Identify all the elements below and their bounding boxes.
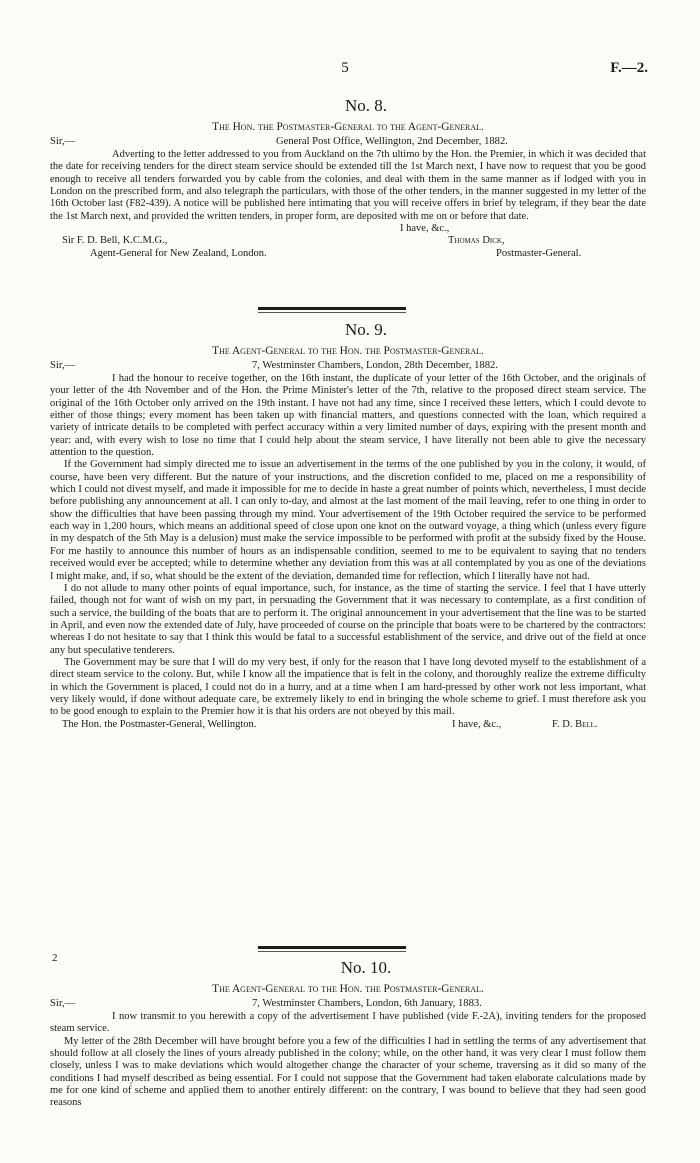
letter-no-10 — [50, 958, 646, 1110]
letter-route: The Agent-General to the Hon. the Postmaster-General. — [212, 345, 484, 357]
sender-address: General Post Office, Wellington, 2nd December, 1882. — [276, 136, 508, 147]
sender-address: 7, Westminster Chambers, London, 28th December, 1882. — [252, 360, 498, 371]
closing: I have, &c., — [400, 223, 450, 235]
closing: I have, &c., — [452, 718, 502, 730]
sender-address: 7, Westminster Chambers, London, 6th January, 1883. — [252, 998, 482, 1009]
letter-no-9 — [50, 320, 646, 731]
recipient-title: Agent-General for New Zealand, London. — [90, 247, 267, 259]
salutation-line — [50, 359, 646, 373]
section-divider — [258, 946, 406, 949]
letter-route: The Hon. the Postmaster-General to the Agent-General. — [212, 121, 484, 133]
paragraph: I had the honour to receive together, on the 16th instant, the duplicate of your letter of the 16th October, and the originals of your letter of the 4th November and of the Hon. the Prime Minister's letter of the 7th, relative to the proposed direct steam service. The original of the 16th October only arrived on the 19th instant. I have not had any time, since I received these letters, which I could devote to either of those things; every moment has been taken up with financial matters, and questions connected with the loan, which required a variety of intricate details to be completed with perfect accuracy within a very limited number of days, expiring with the present month and year: and, with every wish to lose no time that I could help about the steam service, I have literally not been able to give the necessary attention to the question. — [50, 373, 646, 459]
signer-title: Postmaster-General. — [496, 247, 582, 259]
section-divider — [258, 307, 406, 310]
letter-body — [50, 149, 646, 223]
document-code: F.—2. — [610, 60, 648, 76]
recipient-name: Sir F. D. Bell, K.C.M.G., — [62, 235, 168, 247]
paragraph: Adverting to the letter addressed to you from Auckland on the 7th ultimo by the Hon. the Premier, in which it was decided that the date for receiving tenders for the direct steam service should be extended till the 1st March next, I have now to request that you be good enough to receive all tenders forwarded you by cable from the colonies, and deal with them in the same manner as if lodged with you in London on the prescribed form, and also telegraph the particulars, with those of the other tenders, in the manner suggested in my letter of the 16th October last (F82-439). A notice will be published here intimating that you will receive offers in brief by telegram, if they bear the date the 1st March next, and provided the written tenders, in proper form, are deposited with me on or before that date. — [50, 149, 646, 222]
salutation-line — [50, 997, 646, 1011]
signer-name: F. D. Bell. — [552, 718, 598, 730]
letter-number: No. 9. — [344, 320, 388, 339]
paragraph: I now transmit to you herewith a copy of the advertisement I have published (vide F.-2A), inviting tenders for the proposed steam service. — [50, 1011, 646, 1035]
paragraph: I do not allude to many other points of equal importance, such, for instance, as the time of starting the service. I feel that I have utterly failed, though not for want of wish on my part, in persuading the Government that it was necessary to contemplate, as a first condition of such a service, the building of the boats that are to perform it. The original announcement in your advertisement that the line was to be started in April, and even now the extended date of July, have proceeded of course on the principle that boats were to be chartered by the contractors: whereas I do not hesitate to say that I think this would be fatal to a successful establishment of the service, and drive out of the field at once any but speculative tenderers. — [50, 582, 646, 656]
paragraph: My letter of the 28th December will have brought before you a few of the difficulties I had in settling the terms of any advertisement that should follow at all closely the lines of yours already published in the colony; while, on the other hand, it was very clear I must follow them closely, unless I was to make deviations which would altogether change the character of your scheme, traversing as it did so many of the conditions I had myself described as being essential. For I could not suppose that the Government had taken elaborate calculations made by me for one kind of scheme and applied them to another entirely different: on the contrary, I was bound to believe that they had seen good reasons — [50, 1035, 646, 1109]
letter-number: No. 10. — [340, 958, 392, 977]
recipient-name: The Hon. the Postmaster-General, Wellington. — [62, 718, 257, 730]
page-header — [0, 60, 700, 80]
salutation: Sir,— — [50, 998, 76, 1009]
paragraph: The Government may be sure that I will do my very best, if only for the reason that I have long devoted myself to the establishment of a direct steam service to the colony. But, while I know all the impatience that is felt in the colony, and thoroughly realize the extreme difficulty in which the Government is placed, I could not do in a hurry, and at a time when I am hard-pressed by other work not less important, what very likely would, if done without adequate care, be extremely likely to end in bringing the whole scheme to grief. I must therefore ask you to be good enough to explain to the Premier how it is that his orders are not obeyed by this mail. — [50, 656, 646, 718]
salutation-line — [50, 135, 646, 149]
page-number: 5 — [341, 60, 349, 76]
letter-no-8 — [50, 96, 646, 260]
signature-block — [50, 719, 646, 731]
letter-number: No. 8. — [344, 96, 388, 115]
signature-block — [50, 223, 646, 260]
letter-route: The Agent-General to the Hon. the Postmaster-General. — [212, 983, 484, 995]
margin-mark: 2 — [52, 952, 58, 964]
signer-name: Thomas Dick, — [448, 235, 505, 247]
salutation: Sir,— — [50, 136, 76, 147]
salutation: Sir,— — [50, 360, 76, 371]
letter-body — [50, 1011, 646, 1110]
paragraph: If the Government had simply directed me to issue an advertisement in the terms of the one published by you in the colony, it would, of course, have been very different. But the nature of your instructions, and the discretion confided to me, placed on me a responsibility of which I could not divest myself, and made it impossible for me to decide in haste a great number of points which, nevertheless, I must decide before publishing any announcement at all. I can only to-day, and almost at the last moment of the mail leaving, refer to one thing in order to show the difficulties that have been passing through my mind. Your advertisement of the 19th October required the service to be performed each way in 1,200 hours, which means an additional speed of close upon one knot on the outward voyage, a thing which (unless every figure in my despatch of the 5th May is a delusion) must make the service impossible to be performed with profit at the subsidy fixed by the House. For me hastily to announce this number of hours as an indispensable condition, seemed to me to be equivalent to saying that no tenders received would ever be accepted; while to determine whether any deviation from this was at all contemplated by you as one of the deviations I might make, and, if so, what should be the extent of the deviation, demanded time for reflection, which I literally have not had. — [50, 459, 646, 582]
letter-body — [50, 373, 646, 719]
